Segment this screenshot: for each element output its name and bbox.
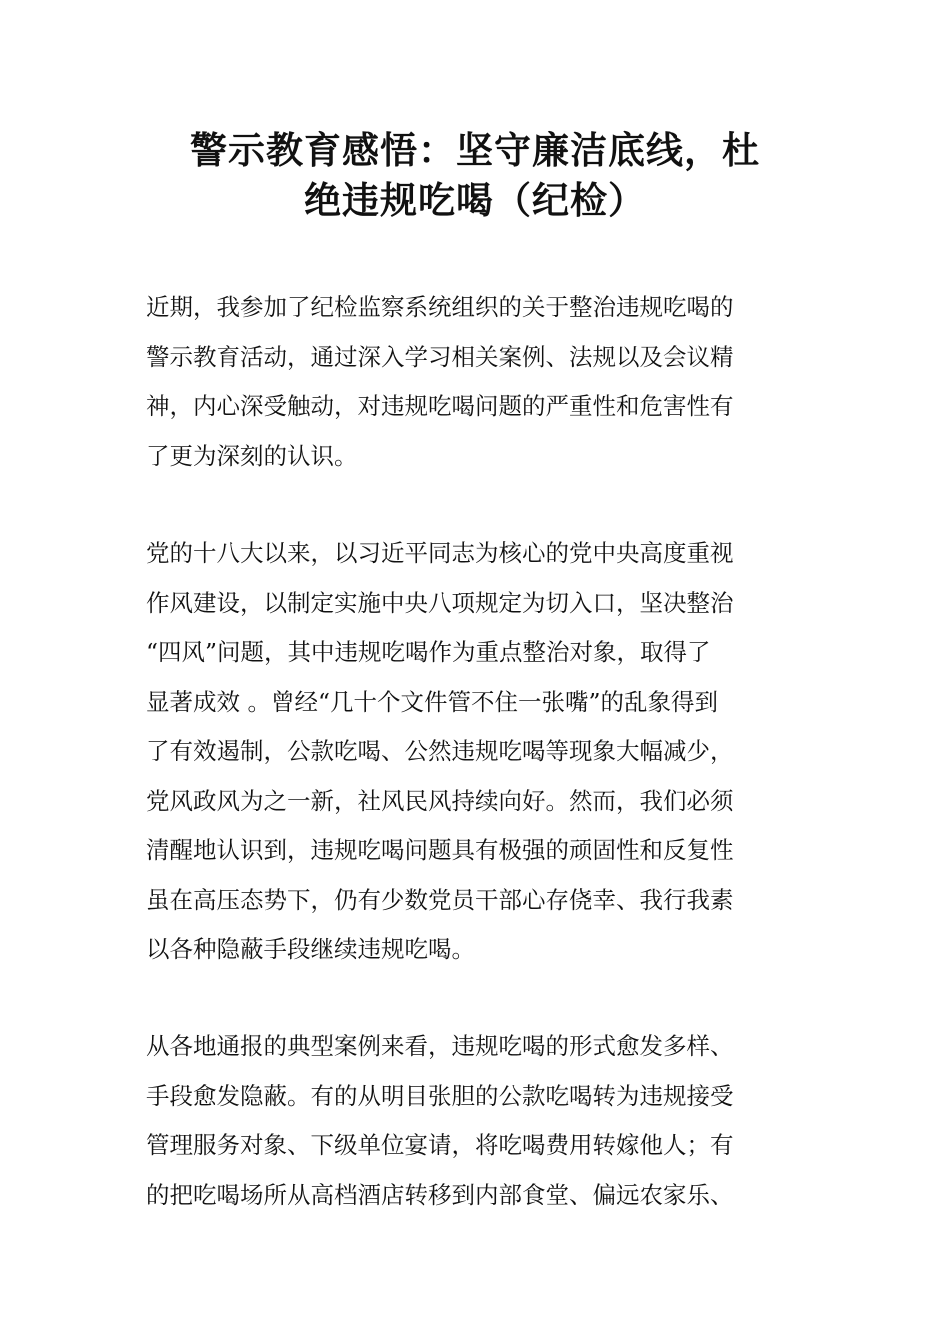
paragraph-line: 了有效遏制，公款吃喝、公然违规吃喝等现象大幅减少， bbox=[146, 737, 734, 765]
paragraph-line: 神，内心深受触动，对违规吃喝问题的严重性和危害性有 bbox=[146, 392, 734, 420]
paragraph-1 bbox=[146, 283, 816, 481]
paragraph-line: 手段愈发隐蔽。有的从明目张胆的公款吃喝转为违规接受 bbox=[146, 1081, 734, 1110]
paragraph-3 bbox=[146, 1022, 816, 1220]
title-line: 绝违规吃喝（纪检） bbox=[304, 179, 646, 222]
paragraph-line: 党的十八大以来，以习近平同志为核心的党中央高度重视 bbox=[146, 539, 734, 567]
paragraph-line: “四风”问题，其中违规吃喝作为重点整治对象，取得了 bbox=[146, 638, 711, 666]
paragraph-line: 党风政风为之一新，社风民风持续向好。然而，我们必须 bbox=[146, 786, 734, 815]
paragraph-line: 作风建设，以制定实施中央八项规定为切入口，坚决整治 bbox=[146, 588, 734, 617]
paragraph-line: 警示教育活动，通过深入学习相关案例、法规以及会议精 bbox=[146, 342, 734, 371]
paragraph-line: 了更为深刻的认识。 bbox=[146, 441, 358, 470]
paragraph-line: 虽在高压态势下，仍有少数党员干部心存侥幸、我行我素 bbox=[146, 885, 734, 914]
paragraph-line: 近期，我参加了纪检监察系统组织的关于整治违规吃喝的 bbox=[146, 293, 734, 321]
paragraph-2 bbox=[146, 529, 816, 975]
paragraph-line: 以各种隐蔽手段继续违规吃喝。 bbox=[146, 935, 475, 963]
document-title bbox=[140, 126, 810, 226]
paragraph-line: 清醒地认识到，违规吃喝问题具有极强的顽固性和反复性 bbox=[146, 836, 734, 864]
paragraph-line: 显著成效 。曾经“几十个文件管不住一张嘴”的乱象得到 bbox=[146, 687, 718, 716]
paragraph-line: 的把吃喝场所从高档酒店转移到内部食堂、偏远农家乐、 bbox=[146, 1180, 734, 1209]
title-line: 警示教育感悟：坚守廉洁底线，杜 bbox=[190, 129, 760, 172]
paragraph-line: 从各地通报的典型案例来看，违规吃喝的形式愈发多样、 bbox=[146, 1032, 734, 1060]
paragraph-line: 管理服务对象、下级单位宴请，将吃喝费用转嫁他人；有 bbox=[146, 1131, 734, 1159]
